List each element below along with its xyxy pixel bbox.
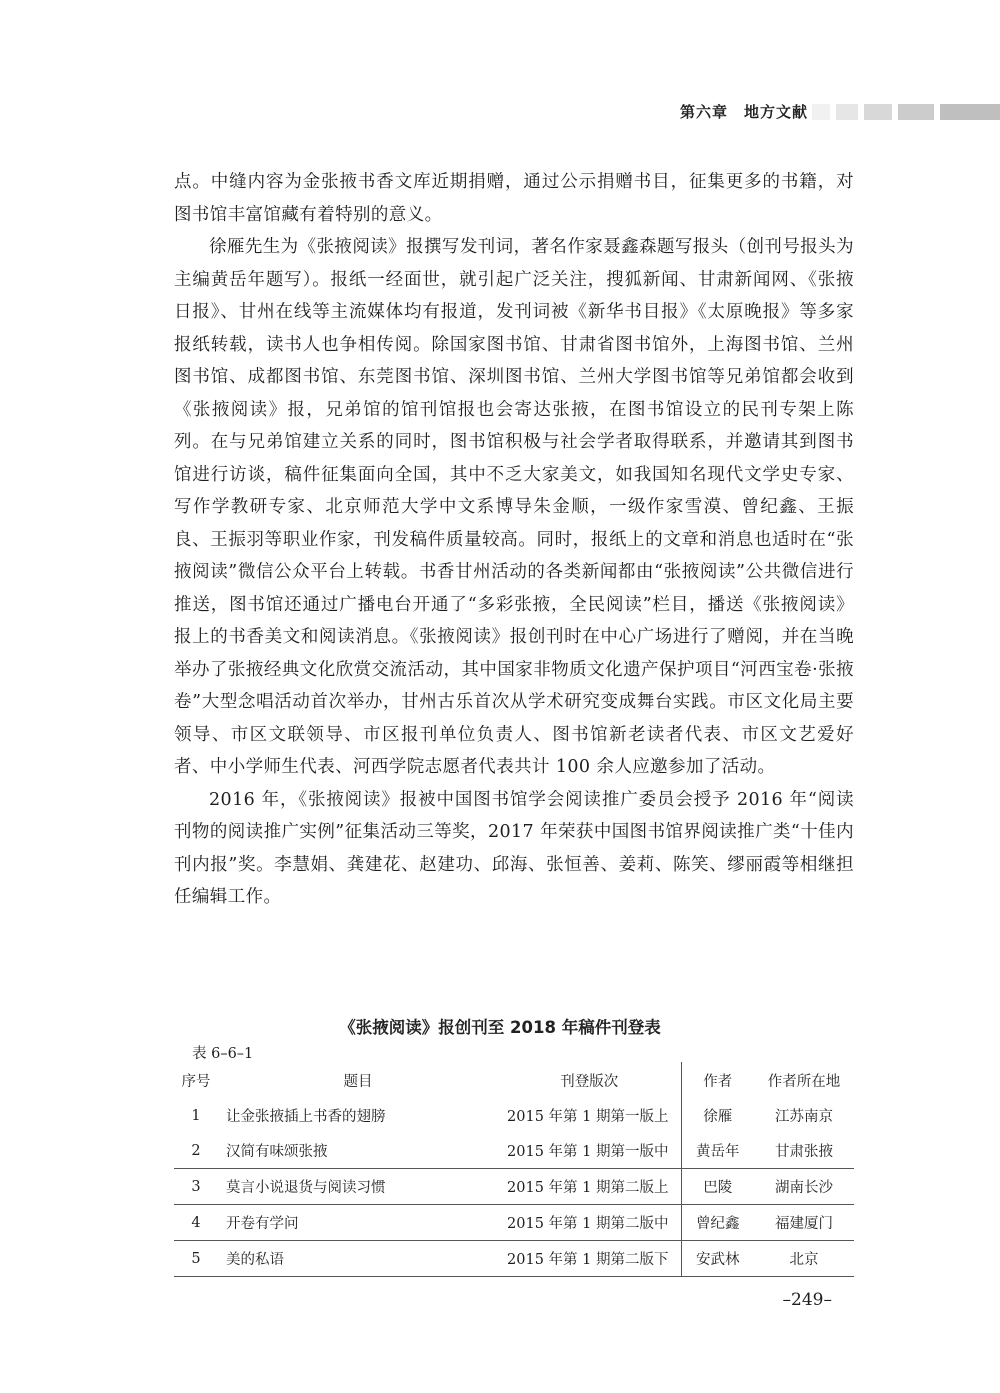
cell-issue: 2015 年第 1 期第二版中 — [498, 1205, 681, 1241]
cell-title: 让金张掖插上书香的翅膀 — [226, 1109, 386, 1125]
header-index: 序号 — [181, 1073, 211, 1090]
manuscript-table — [174, 1062, 854, 1277]
table-row — [174, 1098, 854, 1133]
paragraph-3: 2016 年，《张掖阅读》报被中国图书馆学会阅读推广委员会授予 2016 年“阅读刊物的阅读推广实例”征集活动三等奖，2017 年荣获中国图书馆界阅读推广类“十佳内刊内报”奖。李慧娟、龚建花、赵建功、邱海、张恒善、姜莉、陈笑、缪丽霞等相继担任编辑工作。 — [174, 789, 854, 907]
header-location: 作者所在地 — [767, 1073, 841, 1090]
header-bar-3 — [864, 104, 892, 120]
cell-index: 1 — [191, 1107, 201, 1124]
cell-index: 3 — [174, 1169, 218, 1205]
cell-index: 4 — [174, 1205, 218, 1241]
header-bar-4 — [898, 104, 934, 120]
cell-author: 徐雁 — [681, 1098, 754, 1133]
cell-issue: 2015 年第 1 期第二版下 — [498, 1241, 681, 1277]
header-bar-1 — [812, 104, 830, 120]
cell-author: 曾纪鑫 — [681, 1205, 754, 1241]
table-row — [174, 1169, 854, 1205]
table-number: 表 6–6–1 — [192, 1046, 254, 1062]
header-title: 题目 — [343, 1073, 373, 1090]
chapter-title: 第六章 地方文献 — [679, 103, 808, 121]
cell-author: 安武林 — [681, 1241, 754, 1277]
cell-location: 甘肃张掖 — [775, 1144, 833, 1160]
paragraph-1: 点。中缝内容为金张掖书香文库近期捐赠，通过公示捐赠书目，征集更多的书籍，对图书馆丰富馆藏有着特别的意义。 — [174, 172, 854, 225]
table-row — [174, 1133, 854, 1169]
cell-issue: 2015 年第 1 期第二版上 — [498, 1169, 681, 1205]
cell-issue: 2015 年第 1 期第一版中 — [507, 1144, 669, 1160]
cell-title: 汉简有味颂张掖 — [226, 1144, 328, 1160]
cell-author: 黄岳年 — [681, 1133, 754, 1169]
page-number: –249– — [782, 1290, 832, 1310]
table-header-row — [174, 1062, 854, 1098]
header-author: 作者 — [681, 1062, 754, 1098]
header-issue: 刊登版次 — [560, 1073, 619, 1090]
cell-title: 美的私语 — [218, 1241, 498, 1277]
body-text — [174, 166, 854, 914]
cell-title: 莫言小说退货与阅读习惯 — [218, 1169, 498, 1205]
header-bar-5 — [940, 104, 1000, 120]
table-row — [174, 1205, 854, 1241]
running-header — [0, 100, 1000, 124]
table-title: 《张掖阅读》报创刊至 2018 年稿件刊登表 — [339, 1018, 661, 1037]
cell-location: 湖南长沙 — [754, 1169, 854, 1205]
cell-issue: 2015 年第 1 期第一版上 — [507, 1109, 669, 1125]
cell-location: 江苏南京 — [775, 1109, 833, 1125]
paragraph-2: 徐雁先生为《张掖阅读》报撰写发刊词，著名作家聂鑫森题写报头（创刊号报头为主编黄岳年题写）。报纸一经面世，就引起广泛关注，搜狐新闻、甘肃新闻网、《张掖日报》、甘州在线等主流媒体均有报道，发刊词被《新华书目报》《太原晚报》等多家报纸转载，读书人也争相传阅。除国家图书馆、甘肃省图书馆外，上海图书馆、兰州图书馆、成都图书馆、东莞图书馆、深圳图书馆、兰州大学图书馆等兄弟馆都会收到《张掖阅读》报，兄弟馆的馆刊馆报也会寄达张掖，在图书馆设立的民刊专架上陈列。在与兄弟馆建立关系的同时，图书馆积极与社会学者取得联系，并邀请其到图书馆进行访谈，稿件征集面向全国，其中不乏大家美文，如我国知名现代文学史专家、写作学教研专家、北京师范大学中文系博导朱金顺，一级作家雪漠、曾纪鑫、王振良、王振羽等职业作家，刊发稿件质量较高。同时，报纸上的文章和消息也适时在“张掖阅读”微信公众平台上转载。书香甘州活动的各类新闻都由“张掖阅读”公共微信进行推送，图书馆还通过广播电台开通了“多彩张掖，全民阅读”栏目，播送《张掖阅读》报上的书香美文和阅读消息。《张掖阅读》报创刊时在中心广场进行了赠阅，并在当晚举办了张掖经典文化欣赏交流活动，其中国家非物质文化遗产保护项目“河西宝卷·张掖卷”大型念唱活动首次举办，甘州古乐首次从学术研究变成舞台实践。市区文化局主要领导、市区文联领导、市区报刊单位负责人、图书馆新老读者代表、市区文艺爱好者、中小学师生代表、河西学院志愿者代表共计 100 余人应邀参加了活动。 — [174, 237, 854, 777]
table-row — [174, 1241, 854, 1277]
cell-author: 巴陵 — [681, 1169, 754, 1205]
header-bar-2 — [836, 104, 858, 120]
cell-title: 开卷有学问 — [218, 1205, 498, 1241]
cell-location: 福建厦门 — [754, 1205, 854, 1241]
cell-index: 5 — [174, 1241, 218, 1277]
cell-index: 2 — [191, 1142, 201, 1159]
cell-location: 北京 — [754, 1241, 854, 1277]
